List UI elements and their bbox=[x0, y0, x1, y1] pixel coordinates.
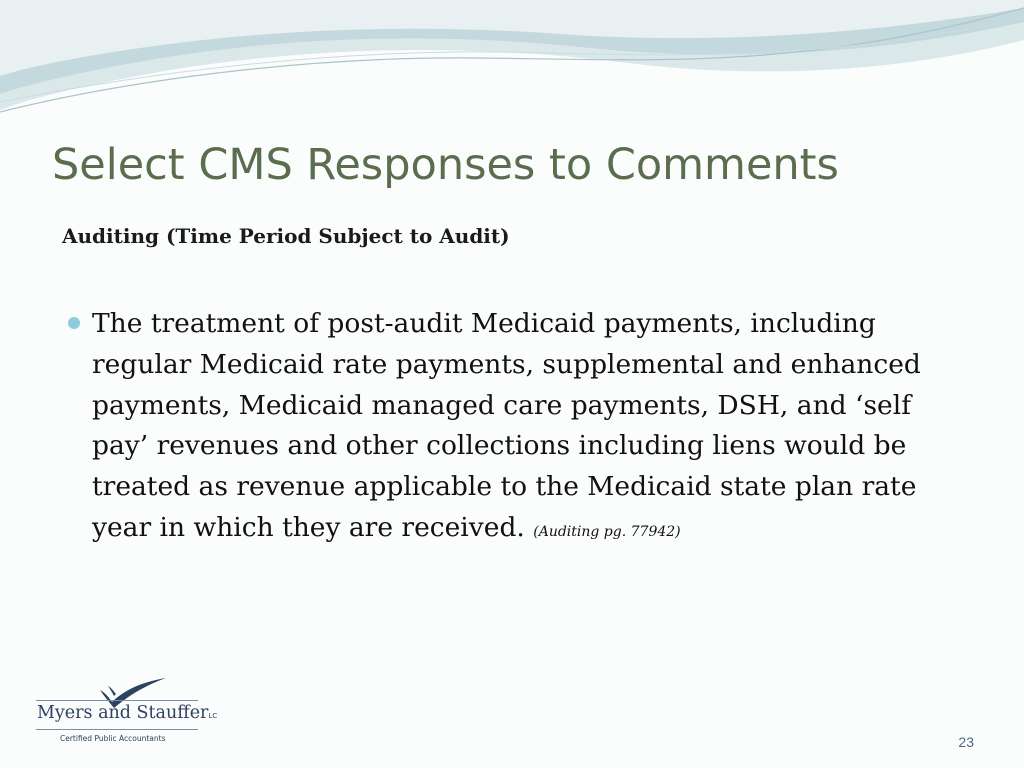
slide-title: Select CMS Responses to Comments bbox=[52, 140, 839, 190]
logo-rule-bottom bbox=[36, 729, 198, 730]
logo-name-text: Myers and Stauffer bbox=[37, 703, 209, 723]
bullet-citation: (Auditing pg. 77942) bbox=[533, 523, 681, 540]
logo-tagline: Certified Public Accountants bbox=[60, 734, 166, 743]
logo-rule-top bbox=[36, 700, 198, 701]
slide-subtitle: Auditing (Time Period Subject to Audit) bbox=[62, 224, 510, 248]
logo-name bbox=[37, 703, 217, 723]
bullet-list bbox=[68, 304, 968, 553]
bullet-dot-icon bbox=[68, 317, 80, 329]
header-wave-decoration bbox=[0, 0, 1024, 140]
page-number: 23 bbox=[958, 734, 974, 750]
bullet-text: The treatment of post-audit Medicaid payments, including regular Medicaid rate payments, supplemental and enhanced payments, Medicaid managed care payments, DSH, and ‘self pay’ revenues and other collections including liens would be treated as revenue applicable to the Medicaid state plan rate year in which they are received. bbox=[92, 308, 921, 543]
bullet-item bbox=[68, 304, 968, 553]
logo-suffix: LC bbox=[208, 712, 218, 720]
company-logo bbox=[36, 676, 218, 746]
